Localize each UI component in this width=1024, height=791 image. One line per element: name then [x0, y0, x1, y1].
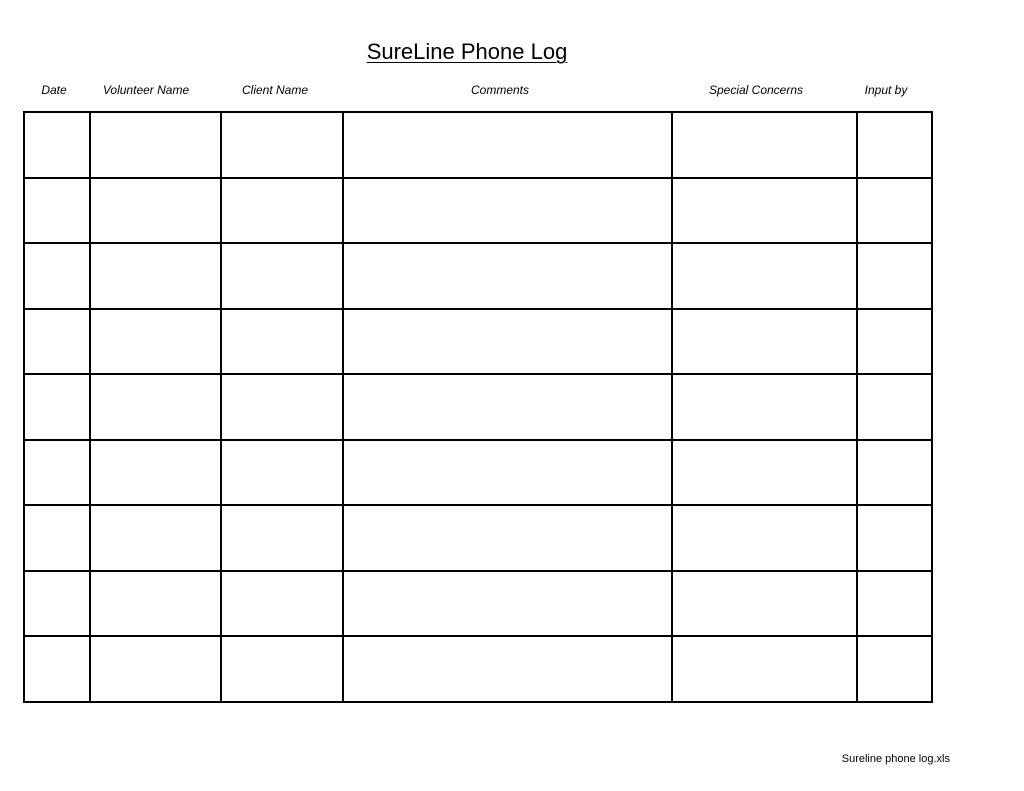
cell-input-by	[857, 505, 932, 571]
cell-comments	[343, 505, 672, 571]
cell-comments	[343, 243, 672, 309]
cell-client-name	[221, 309, 343, 375]
table-row	[24, 112, 932, 178]
cell-input-by	[857, 309, 932, 375]
cell-input-by	[857, 178, 932, 244]
cell-client-name	[221, 505, 343, 571]
cell-volunteer-name	[90, 636, 221, 702]
cell-volunteer-name	[90, 178, 221, 244]
cell-date	[24, 505, 90, 571]
cell-special-concerns	[672, 374, 857, 440]
column-header-comments: Comments	[470, 83, 530, 97]
cell-comments	[343, 636, 672, 702]
cell-client-name	[221, 440, 343, 506]
cell-volunteer-name	[90, 309, 221, 375]
phone-log-table	[23, 111, 933, 703]
cell-date	[24, 112, 90, 178]
cell-special-concerns	[672, 571, 857, 637]
cell-special-concerns	[672, 440, 857, 506]
cell-date	[24, 440, 90, 506]
cell-volunteer-name	[90, 440, 221, 506]
phone-log-body	[24, 112, 932, 702]
cell-volunteer-name	[90, 374, 221, 440]
page-title: SureLine Phone Log	[366, 39, 568, 64]
cell-client-name	[221, 243, 343, 309]
cell-comments	[343, 571, 672, 637]
cell-input-by	[857, 112, 932, 178]
table-row	[24, 440, 932, 506]
cell-client-name	[221, 374, 343, 440]
table-row	[24, 505, 932, 571]
cell-input-by	[857, 571, 932, 637]
cell-volunteer-name	[90, 505, 221, 571]
cell-input-by	[857, 374, 932, 440]
cell-date	[24, 571, 90, 637]
cell-date	[24, 243, 90, 309]
footer-file-name: Sureline phone log.xls	[841, 753, 950, 765]
cell-special-concerns	[672, 243, 857, 309]
column-header-date: Date	[41, 83, 67, 97]
cell-input-by	[857, 440, 932, 506]
table-row	[24, 571, 932, 637]
cell-special-concerns	[672, 178, 857, 244]
cell-client-name	[221, 178, 343, 244]
cell-volunteer-name	[90, 571, 221, 637]
cell-comments	[343, 440, 672, 506]
table-row	[24, 243, 932, 309]
column-header-special-concerns: Special Concerns	[708, 83, 804, 97]
column-header-volunteer-name: Volunteer Name	[102, 83, 190, 97]
cell-client-name	[221, 571, 343, 637]
cell-volunteer-name	[90, 112, 221, 178]
cell-date	[24, 374, 90, 440]
table-row	[24, 374, 932, 440]
cell-date	[24, 309, 90, 375]
cell-comments	[343, 374, 672, 440]
column-header-client-name: Client Name	[241, 83, 309, 97]
cell-client-name	[221, 112, 343, 178]
cell-comments	[343, 178, 672, 244]
cell-date	[24, 178, 90, 244]
cell-comments	[343, 309, 672, 375]
table-row	[24, 309, 932, 375]
cell-input-by	[857, 636, 932, 702]
table-row	[24, 178, 932, 244]
table-row	[24, 636, 932, 702]
cell-volunteer-name	[90, 243, 221, 309]
cell-special-concerns	[672, 505, 857, 571]
cell-special-concerns	[672, 636, 857, 702]
cell-input-by	[857, 243, 932, 309]
cell-special-concerns	[672, 309, 857, 375]
cell-client-name	[221, 636, 343, 702]
cell-comments	[343, 112, 672, 178]
cell-special-concerns	[672, 112, 857, 178]
column-header-input-by: Input by	[864, 83, 908, 97]
cell-date	[24, 636, 90, 702]
